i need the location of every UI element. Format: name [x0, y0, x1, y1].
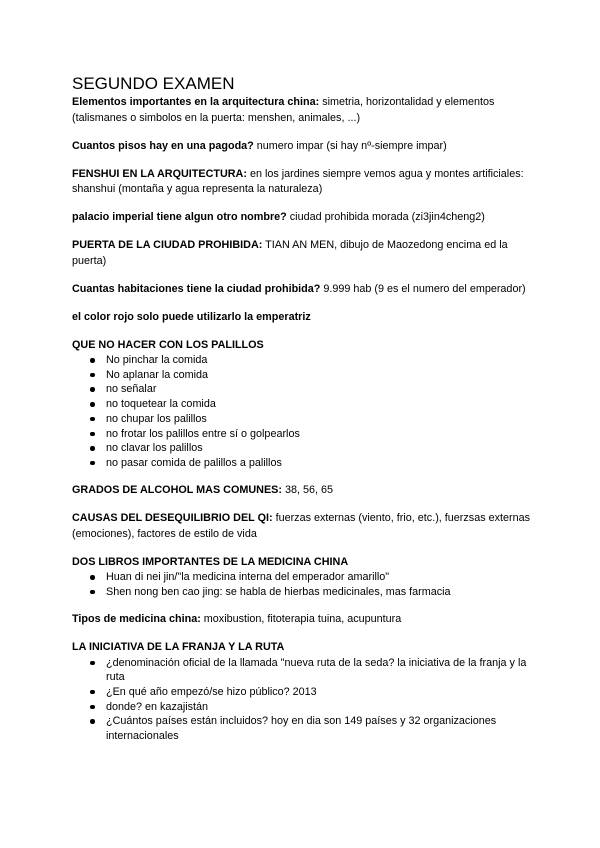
list-item: no frotar los palillos entre sí o golpearlos [72, 427, 534, 442]
answer: moxibustion, fitoterapia tuina, acupuntura [200, 613, 402, 626]
question: Cuantos pisos hay en una pagoda? [72, 139, 254, 152]
qa-habitaciones [72, 282, 534, 298]
list-item: donde? en kazajistán [72, 700, 534, 715]
qa-pagoda [72, 139, 534, 155]
answer: 9.999 hab (9 es el numero del emperador) [320, 282, 526, 295]
qa-color-rojo [72, 310, 534, 326]
section-heading-libros: DOS LIBROS IMPORTANTES DE LA MEDICINA CHINA [72, 555, 349, 568]
question: FENSHUI EN LA ARQUITECTURA: [72, 167, 247, 180]
list-item: ¿Cuántos países están incluidos? hoy en dia son 149 países y 32 organizaciones internacionales [72, 714, 534, 743]
question: palacio imperial tiene algun otro nombre? [72, 211, 287, 223]
palillos-list [72, 353, 534, 471]
qa-alcohol [72, 483, 534, 499]
qa-puerta [72, 238, 534, 269]
question: CAUSAS DEL DESEQUILIBRIO DEL QI: [72, 512, 273, 525]
qa-medicina [72, 612, 534, 628]
list-item: no toquetear la comida [72, 397, 534, 412]
list-item: ¿denominación oficial de la llamada "nueva ruta de la seda? la iniciativa de la franja y la ruta [72, 656, 534, 685]
answer: numero impar (si hay nº-siempre impar) [253, 139, 447, 152]
franja-list [72, 656, 534, 744]
list-item: no pasar comida de palillos a palillos [72, 456, 534, 471]
question: GRADOS DE ALCOHOL MAS COMUNES: [72, 484, 282, 497]
answer: en los jardines siempre vemos agua y montes artificiales: shanshui (montaña y agua representa la naturaleza) [72, 167, 524, 195]
answer: 38, 56, 65 [281, 484, 333, 497]
list-item: no clavar los palillos [72, 441, 534, 456]
question: PUERTA DE LA CIUDAD PROHIBIDA: [72, 239, 263, 251]
answer: TIAN AN MEN, dibujo de Maozedong encima ed la puerta) [72, 239, 508, 267]
qa-qi [72, 511, 534, 542]
section-heading-palillos: QUE NO HACER CON LOS PALILLOS [72, 338, 264, 351]
question: Elementos importantes en la arquitectura china: [72, 96, 320, 108]
list-item: Huan di nei jin/"la medicina interna del emperador amarillo" [72, 570, 534, 585]
page-title: SEGUNDO EXAMEN [72, 74, 235, 93]
document-content [72, 74, 534, 756]
question: Cuantas habitaciones tiene la ciudad prohibida? [72, 282, 321, 295]
qa-fenshui [72, 167, 534, 198]
qa-palacio [72, 210, 534, 226]
qa-arquitectura [72, 95, 534, 126]
section-heading-franja: LA INICIATIVA DE LA FRANJA Y LA RUTA [72, 641, 285, 654]
answer: simetria, horizontalidad y elementos (talismanes o simbolos en la puerta: menshen, animales, ...) [72, 96, 495, 124]
answer: fuerzas externas (viento, frio, etc.), fuerzsas externas (emociones), factores de estilo de vida [72, 512, 531, 540]
list-item: ¿En qué año empezó/se hizo público? 2013 [72, 685, 534, 700]
list-item: no señalar [72, 382, 534, 397]
list-item: no chupar los palillos [72, 412, 534, 427]
list-item: Shen nong ben cao jing: se habla de hierbas medicinales, mas farmacia [72, 585, 534, 600]
statement: el color rojo solo puede utilizarlo la emperatriz [72, 310, 311, 323]
list-item: No aplanar la comida [72, 368, 534, 383]
question: Tipos de medicina china: [72, 613, 201, 626]
libros-list [72, 570, 534, 599]
answer: ciudad prohibida morada (zi3jin4cheng2) [286, 211, 485, 223]
list-item: No pinchar la comida [72, 353, 534, 368]
